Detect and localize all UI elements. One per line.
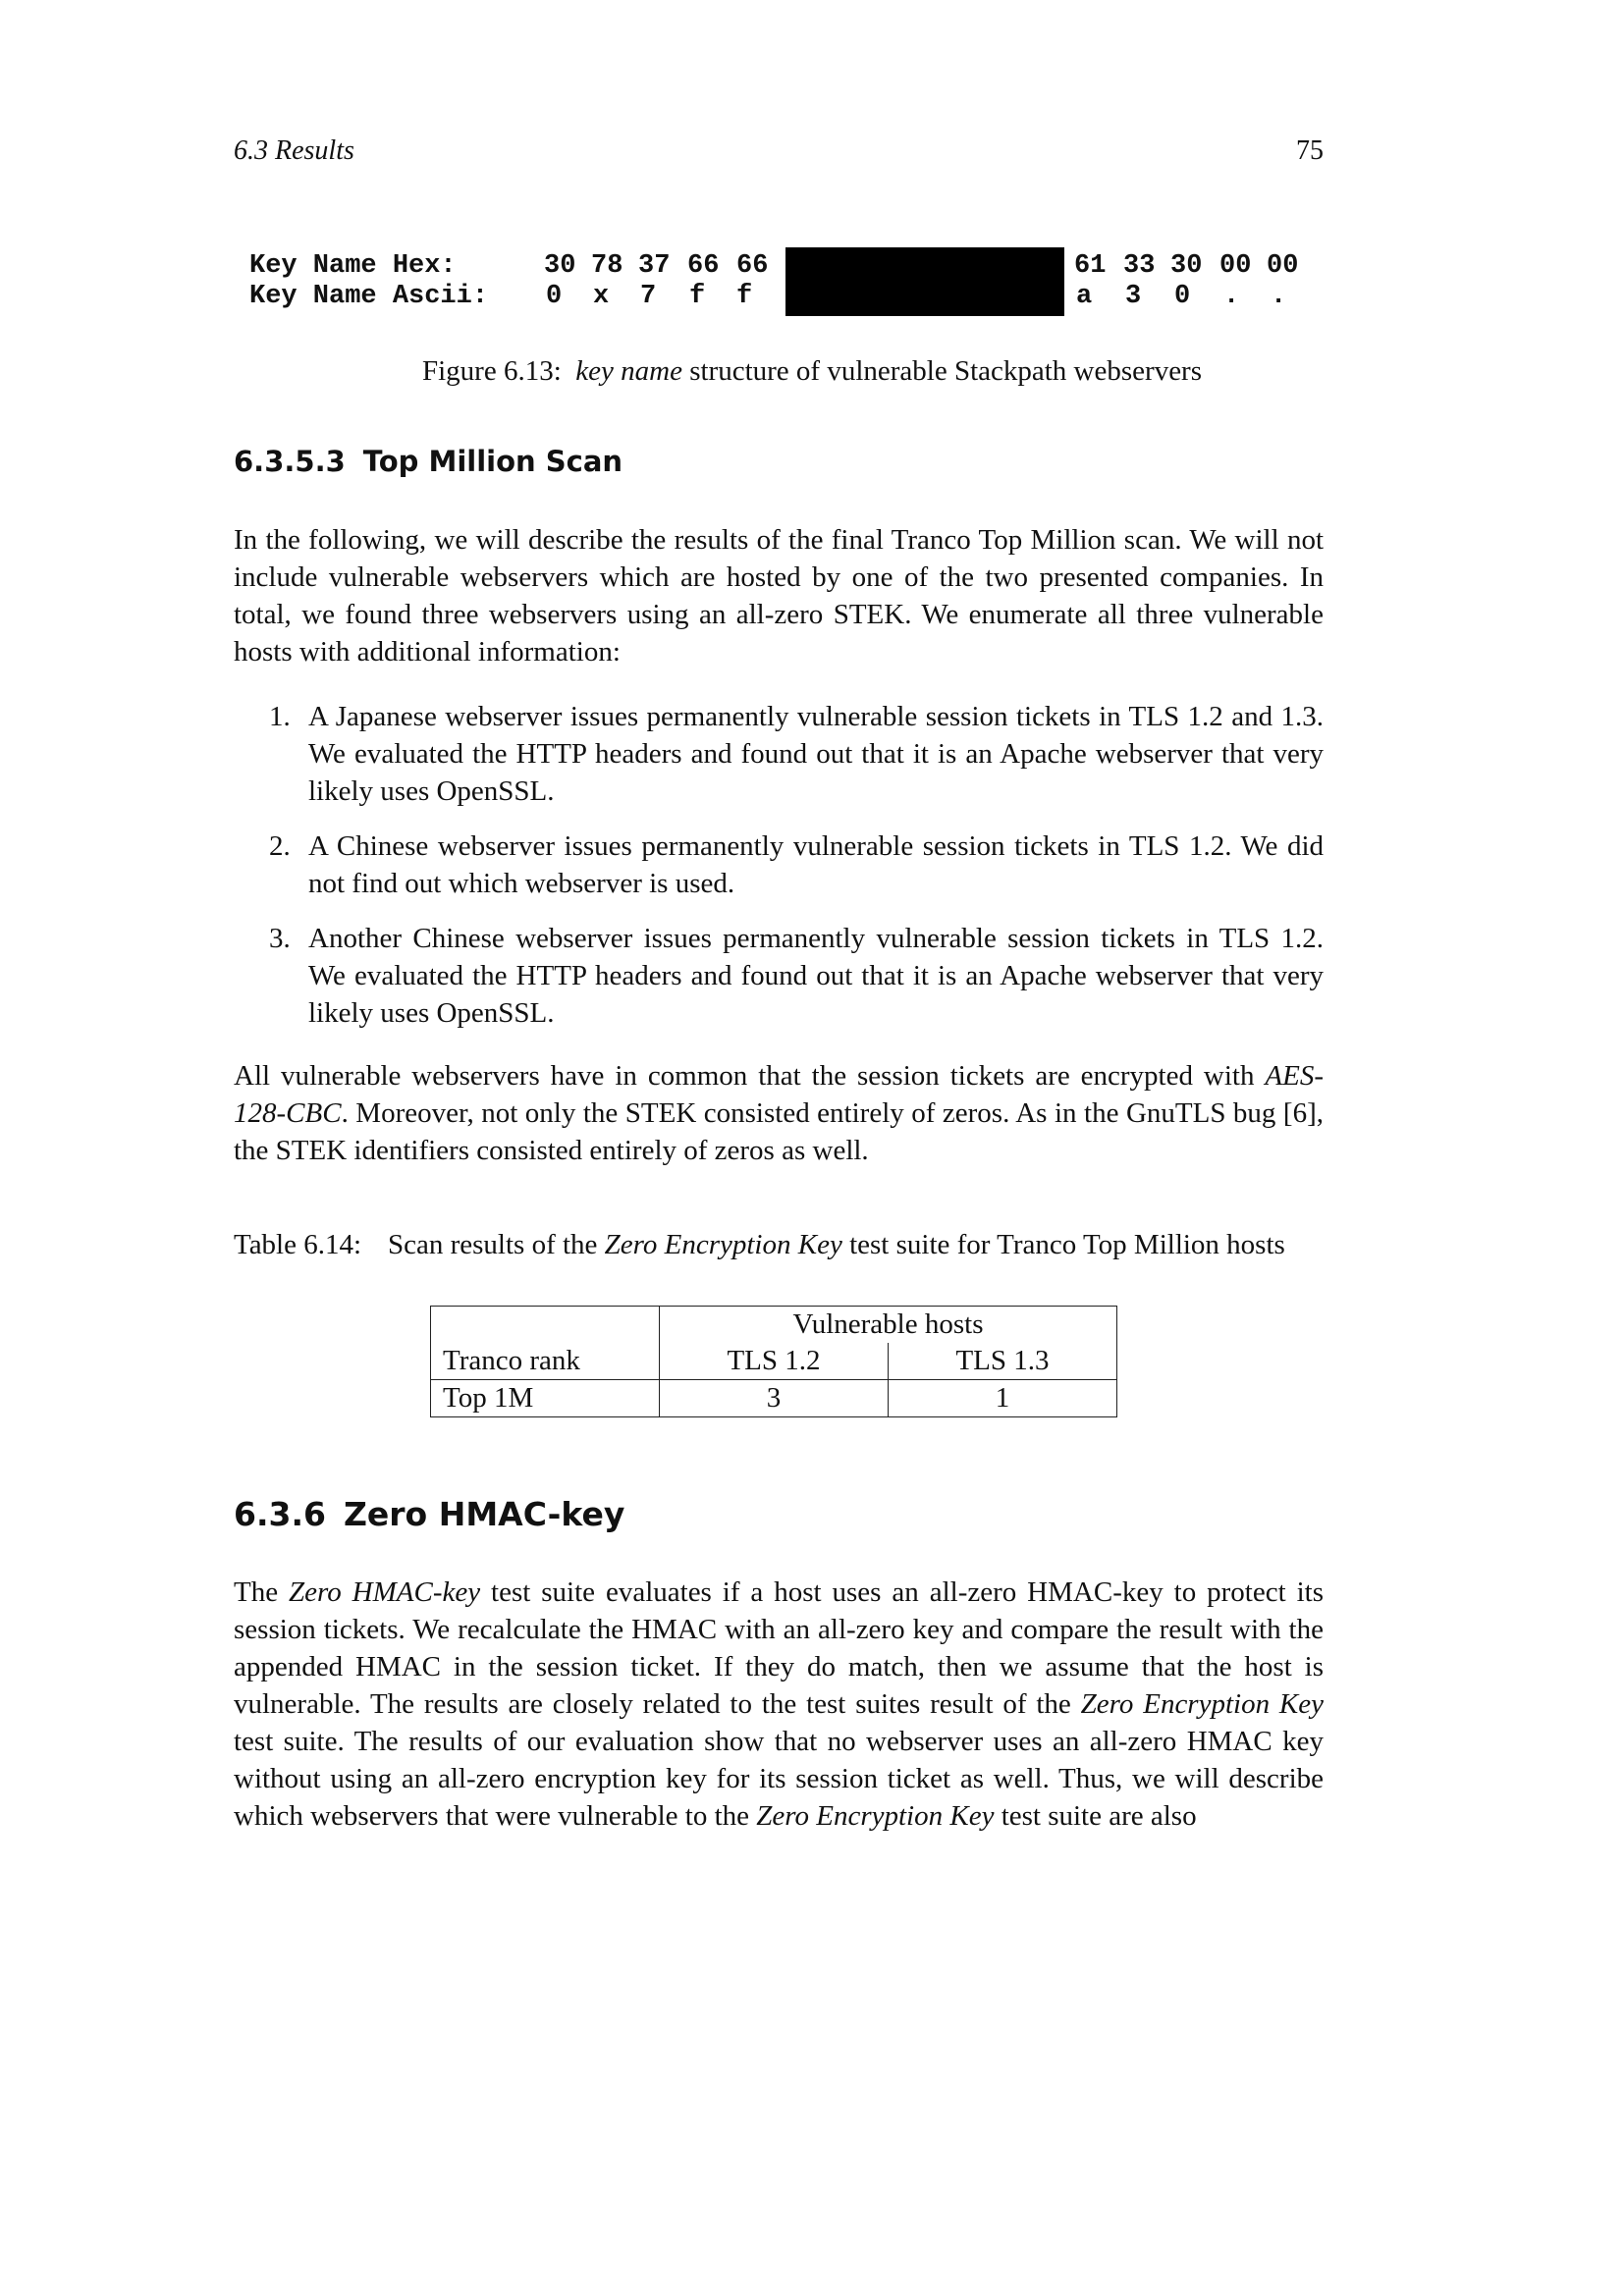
list-item [234,828,1324,902]
paragraph-italic: Zero Encryption Key [756,1800,995,1832]
table-header-cell: TLS 1.3 [889,1343,1117,1380]
paragraph-italic: AES-128-CBC [234,1060,1324,1129]
ascii-char: 0 [546,282,563,311]
section-number: 6.3.6 [234,1495,326,1533]
running-head [234,135,1324,167]
figure-caption-label: Figure 6.13: [421,355,562,387]
common-paragraph [234,1057,1324,1169]
hex-byte: 00 [1267,251,1299,281]
paragraph-text: test suite. The results of our evaluation show that no webserver uses an all-zero HMAC key without using an all-zero encryption key for its session ticket as well. Thus, we will describe which webservers that were vulnerable to the [234,1726,1324,1832]
table-row [431,1380,1117,1417]
paragraph-text: test suite are also [1001,1800,1197,1832]
key-name-figure [249,251,1299,312]
table-header-cell: TLS 1.2 [660,1343,889,1380]
hex-byte: 61 [1074,251,1107,281]
list-item-text: A Japanese webserver issues permanently vulnerable session tickets in TLS 1.2 and 1.3. We evaluated the HTTP headers and found out that it is an Apache webserver that very likely uses OpenSSL. [308,701,1324,807]
paragraph-text: test suite evaluates if a host uses an all-zero HMAC-key to protect its session tickets. We recalculate the HMAC with an all-zero key and compare the result with the appended HMAC in the session ticket. If they do match, then we assume that the host is vulnerable. The results are closely related to the test suites result of the [234,1576,1325,1720]
section-title: Zero HMAC-key [343,1495,625,1533]
vulnerable-hosts-list [234,698,1324,1049]
ascii-char: 7 [640,282,657,311]
table-header-row [431,1307,1117,1344]
hex-byte: 30 [1170,251,1203,281]
redaction-bar [785,247,1064,316]
ascii-char: 3 [1125,282,1142,311]
hex-byte: 66 [687,251,720,281]
figure-caption [0,355,1624,388]
list-item [234,698,1324,810]
list-marker: 3. [269,923,291,954]
hex-byte: 37 [638,251,671,281]
section-title: Top Million Scan [362,445,623,478]
table-header-row [431,1343,1117,1380]
table-caption-text: Scan results of the [388,1229,598,1260]
paragraph-text: The [234,1576,279,1608]
intro-paragraph: In the following, we will describe the results of the final Tranco Top Million scan. We will not include vulnerable webservers which are hosted by one of the two presented companies. In total, we found three webservers using an all-zero STEK. We enumerate all three vulnerable hosts with additional information: [234,524,1324,667]
table-header-cell: Tranco rank [431,1343,660,1380]
table-cell: 1 [889,1380,1117,1417]
hmac-paragraph [234,1574,1324,1835]
hex-byte: 78 [591,251,623,281]
table-cell: 3 [660,1380,889,1417]
table-group-header: Vulnerable hosts [660,1307,1117,1344]
figure-caption-italic: key name [575,355,682,387]
running-head-section: 6.3 Results [234,135,354,166]
hex-byte: 66 [736,251,769,281]
list-marker: 1. [269,701,291,732]
figure-caption-text: structure of vulnerable Stackpath webservers [689,355,1203,387]
hex-byte: 33 [1123,251,1156,281]
table-cell: Top 1M [431,1380,660,1417]
ascii-char: f [736,282,753,311]
list-marker: 2. [269,830,291,862]
table-header-cell [431,1307,660,1344]
paragraph-italic: Zero HMAC-key [289,1576,481,1608]
hex-byte: 00 [1219,251,1252,281]
scan-results-table [430,1306,1117,1417]
ascii-char: a [1076,282,1093,311]
table-caption [234,1226,1324,1263]
section-heading-zero-hmac [234,1495,624,1533]
hex-byte: 30 [544,251,576,281]
ascii-char: 0 [1174,282,1191,311]
paragraph-text: . Moreover, not only the STEK consisted entirely of zeros. As in the GnuTLS bug [6], the STEK identifiers consisted entirely of zeros as well. [234,1097,1324,1166]
ascii-label: Key Name Ascii: [249,282,489,311]
section-heading-top-million [234,445,623,478]
section-number: 6.3.5.3 [234,445,346,478]
hex-label: Key Name Hex: [249,251,457,281]
key-name-hex-row [249,251,1299,282]
table-caption-text: test suite for Tranco Top Million hosts [849,1229,1285,1260]
table-caption-italic: Zero Encryption Key [604,1229,842,1260]
ascii-char: . [1223,282,1240,311]
table-caption-label: Table 6.14: [234,1229,362,1260]
ascii-char: x [593,282,610,311]
key-name-ascii-row [249,282,1287,312]
list-item [234,920,1324,1032]
list-item-text: A Chinese webserver issues permanently vulnerable session tickets in TLS 1.2. We did not find out which webserver is used. [308,830,1324,899]
page-number: 75 [1296,135,1324,166]
ascii-char: . [1271,282,1287,311]
paragraph-italic: Zero Encryption Key [1080,1688,1325,1720]
paragraph-text: All vulnerable webservers have in common that the session tickets are encrypted with [234,1060,1255,1092]
list-item-text: Another Chinese webserver issues permanently vulnerable session tickets in TLS 1.2. We evaluated the HTTP headers and found out that it is an Apache webserver that very likely uses OpenSSL. [308,923,1324,1029]
ascii-char: f [689,282,706,311]
